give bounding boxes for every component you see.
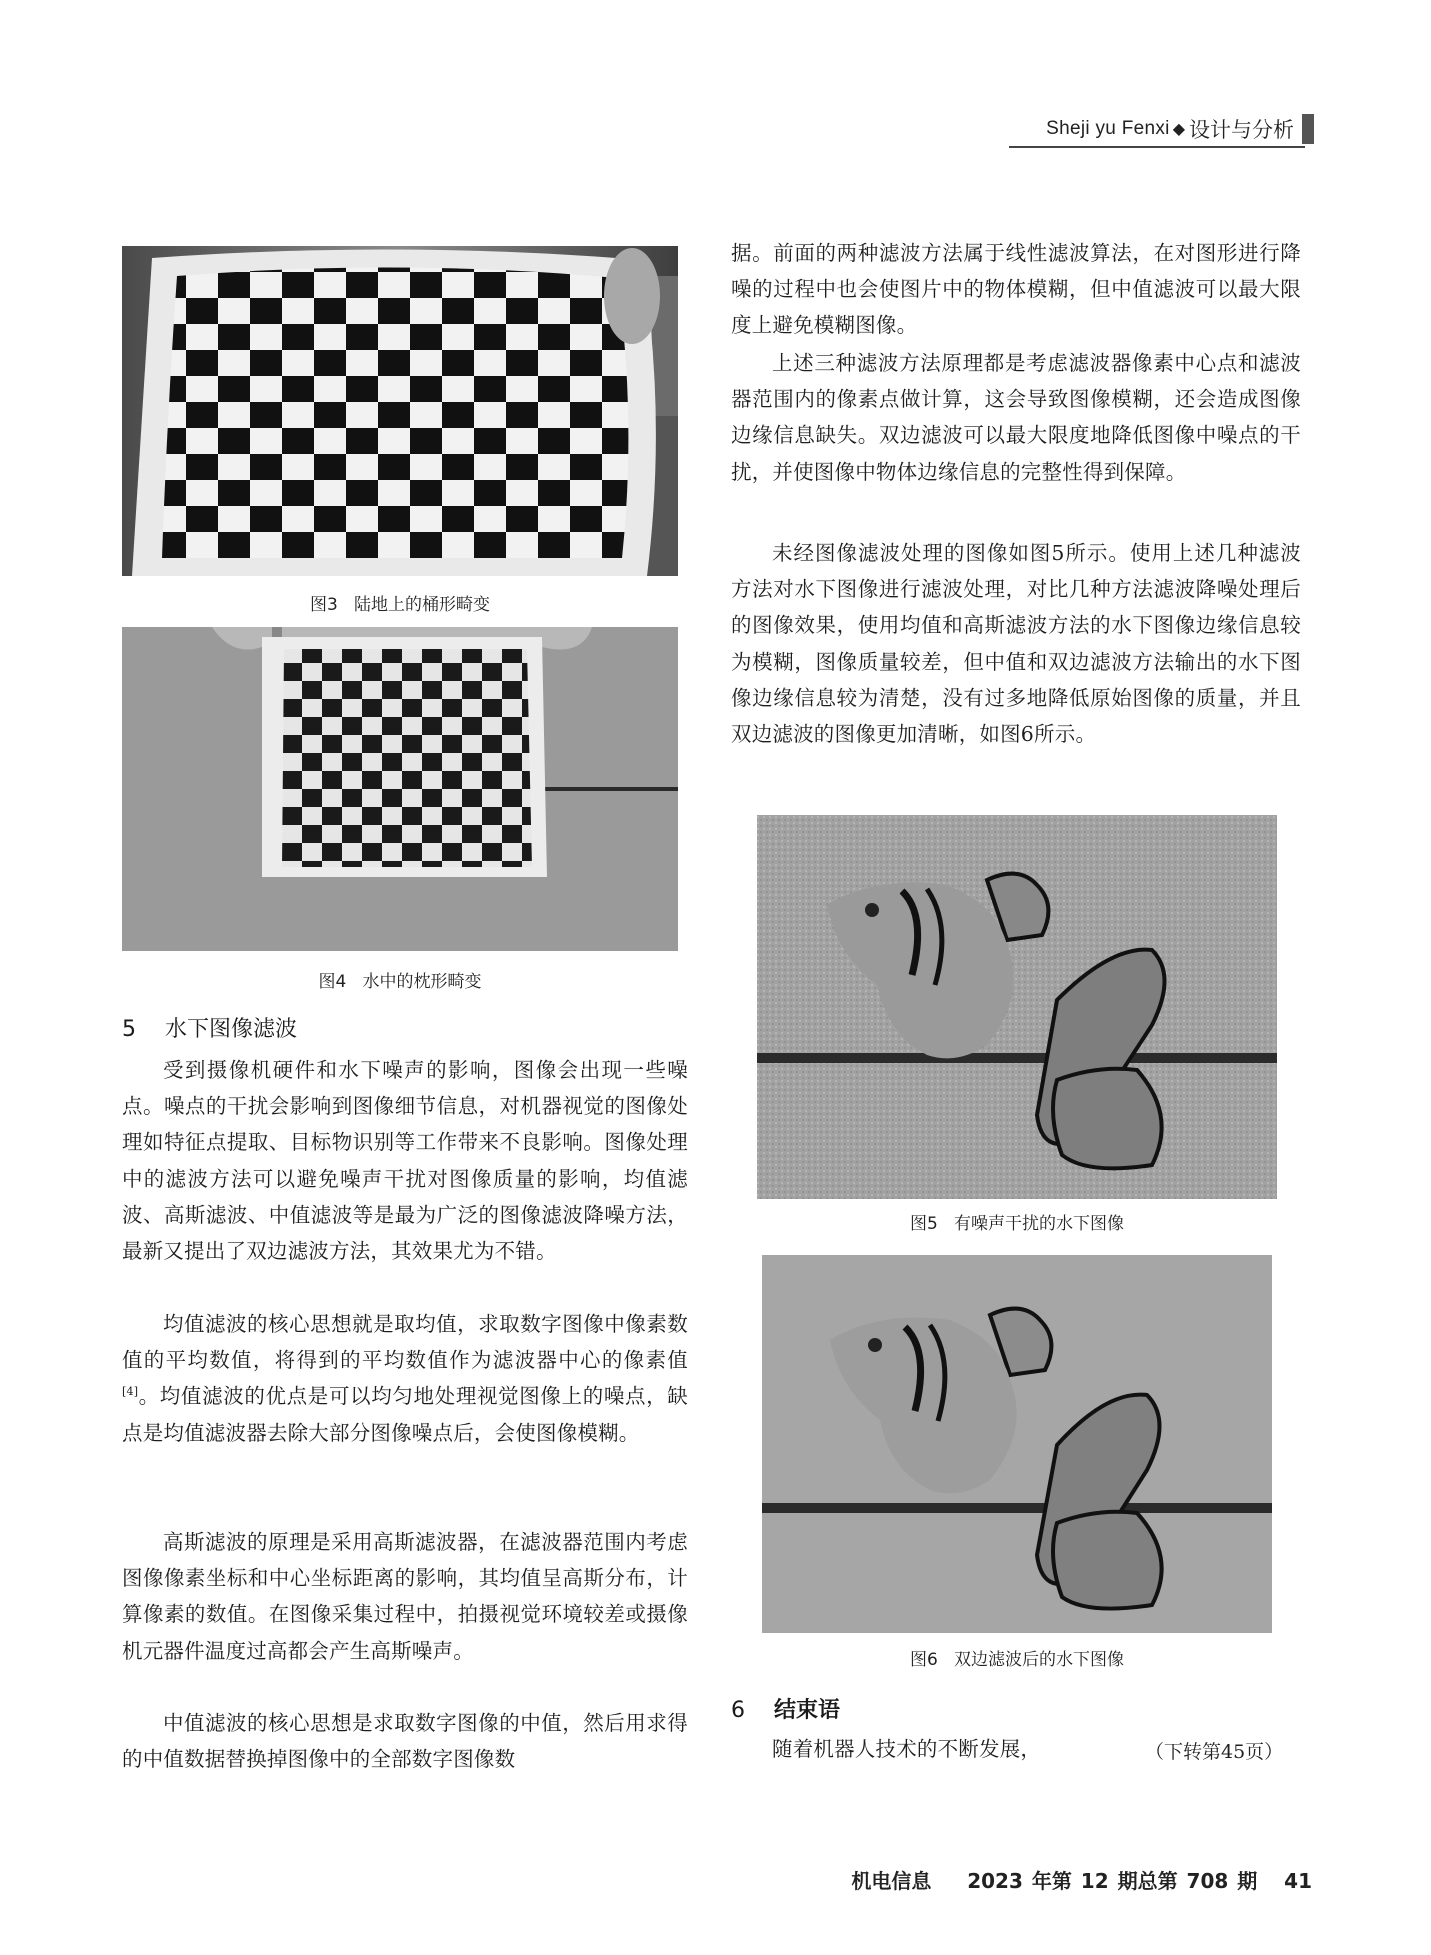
section-number: 5 [122,1017,136,1042]
section-number: 6 [731,1698,745,1723]
figure-5-caption: 图5 有噪声干扰的水下图像 [909,1214,1125,1234]
continued-note: （下转第45页） [1145,1741,1284,1763]
section-5-heading [122,1012,297,1043]
running-header [1046,112,1314,146]
paragraph: 据。前面的两种滤波方法属于线性滤波算法，在对图形进行降噪的过程中也会使图片中的物体模糊，但中值滤波可以最大限度上避免模糊图像。 [731,241,1301,338]
figure-6-image [762,1255,1272,1633]
figure-6-caption: 图6 双边滤波后的水下图像 [909,1650,1125,1670]
paragraph: 均值滤波的核心思想就是取均值，求取数字图像中像素数值的平均数值，将得到的平均数值作为滤波器中心的像素值[4]。均值滤波的优点是可以均匀地处理视觉图像上的噪点，缺点是均值滤波器去除大部分图像噪点后，会使图像模糊。 [122,1312,688,1445]
header-pinyin: Sheji yu Fenxi [1046,118,1170,139]
paragraph: 中值滤波的核心思想是求取数字图像的中值，然后用求得的中值数据替换掉图像中的全部数字图像数 [122,1711,688,1772]
journal-name: 机电信息 [851,1869,932,1893]
section-6-heading [731,1693,840,1724]
section-title: 结束语 [774,1698,841,1723]
header-rule [1009,146,1305,148]
header-column-name: 设计与分析 [1189,119,1294,142]
diamond-icon: ◆ [1172,121,1185,138]
issue-info: 2023 年第 12 期总第 708 期 [967,1869,1258,1893]
paragraph: 受到摄像机硬件和水下噪声的影响，图像会出现一些噪点。噪点的干扰会影响到图像细节信息，对机器视觉的图像处理如特征点提取、目标物识别等工作带来不良影响。图像处理中的滤波方法可以避免噪声干扰对图像质量的影响，均值滤波、高斯滤波、中值滤波等是最为广泛的图像滤波降噪方法，最新又提出了双边滤波方法，其效果尤为不错。 [122,1058,688,1264]
citation: [4] [122,1385,139,1399]
figure-4-caption: 图4 水中的枕形畸变 [318,972,482,992]
figure-4-image [122,627,678,951]
figure-3-image [122,246,678,576]
figure-3-caption: 图3 陆地上的桶形畸变 [309,595,491,615]
paragraph: 高斯滤波的原理是采用高斯滤波器，在滤波器范围内考虑图像像素坐标和中心坐标距离的影响，其均值呈高斯分布，计算像素的数值。在图像采集过程中，拍摄视觉环境较差或摄像机元器件温度过高都会产生高斯噪声。 [122,1530,688,1663]
paragraph: 未经图像滤波处理的图像如图5所示。使用上述几种滤波方法对水下图像进行滤波处理，对比几种方法滤波降噪处理后的图像效果，使用均值和高斯滤波方法的水下图像边缘信息较为模糊，图像质量较差，但中值和双边滤波方法输出的水下图像边缘信息较为清楚，没有过多地降低原始图像的质量，并且双边滤波的图像更加清晰，如图6所示。 [731,541,1301,747]
figure-5-image [757,815,1277,1199]
paragraph: 随着机器人技术的不断发展， [772,1737,1042,1761]
page-footer [851,1865,1312,1894]
paragraph: 上述三种滤波方法原理都是考虑滤波器像素中心点和滤波器范围内的像素点做计算，这会导致图像模糊，还会造成图像边缘信息缺失。双边滤波可以最大限度地降低图像中噪点的干扰，并使图像中物体边缘信息的完整性得到保障。 [731,351,1301,484]
section-title: 水下图像滤波 [165,1017,298,1042]
header-bar [1302,114,1314,144]
page-number: 41 [1284,1869,1312,1893]
